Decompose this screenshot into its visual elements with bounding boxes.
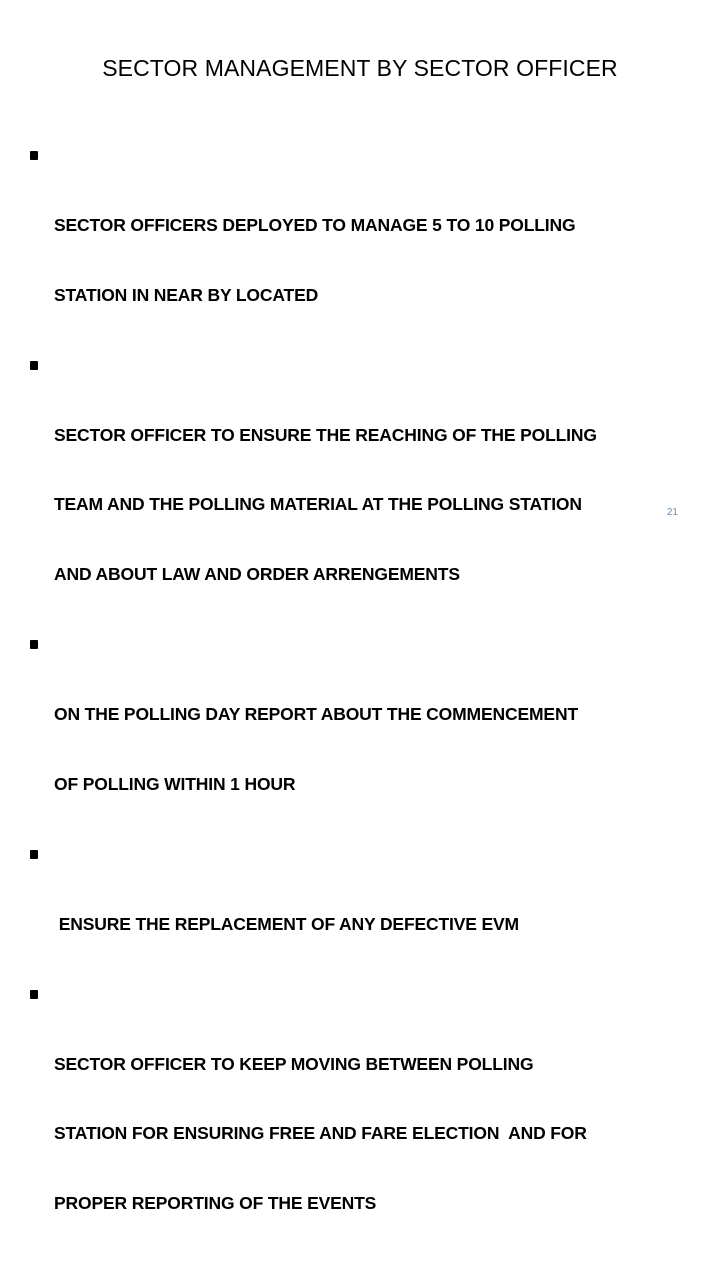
bullet-line: SECTOR OFFICER TO ENSURE THE REACHING OF THE POLLING bbox=[54, 424, 597, 445]
square-bullet-icon bbox=[30, 640, 38, 649]
list-item bbox=[30, 144, 710, 354]
list-item bbox=[30, 983, 710, 1262]
square-bullet-icon bbox=[30, 990, 38, 999]
bullet-list bbox=[30, 144, 710, 1262]
slide-title: SECTOR MANAGEMENT BY SECTOR OFFICER bbox=[102, 55, 618, 81]
page-number: 21 bbox=[666, 507, 678, 518]
bullet-line: AND ABOUT LAW AND ORDER ARRENGEMENTS bbox=[54, 564, 460, 585]
bullet-line: ENSURE THE REPLACEMENT OF ANY DEFECTIVE EVM bbox=[54, 913, 519, 934]
bullet-line: TEAM AND THE POLLING MATERIAL AT THE POLLING STATION bbox=[54, 494, 582, 515]
square-bullet-icon bbox=[30, 361, 38, 370]
bullet-line: SECTOR OFFICERS DEPLOYED TO MANAGE 5 TO 10 POLLING bbox=[54, 214, 576, 235]
list-item bbox=[30, 843, 710, 983]
bullet-line: STATION IN NEAR BY LOCATED bbox=[54, 284, 319, 305]
bullet-line: SECTOR OFFICER TO KEEP MOVING BETWEEN POLLING bbox=[54, 1053, 534, 1074]
bullet-line: OF POLLING WITHIN 1 HOUR bbox=[54, 774, 296, 795]
square-bullet-icon bbox=[30, 850, 38, 859]
list-item bbox=[30, 633, 710, 843]
square-bullet-icon bbox=[30, 151, 38, 160]
bullet-line: ON THE POLLING DAY REPORT ABOUT THE COMMENCEMENT bbox=[54, 704, 578, 725]
bullet-line: STATION FOR ENSURING FREE AND FARE ELECTION AND FOR bbox=[54, 1123, 587, 1144]
bullet-line: PROPER REPORTING OF THE EVENTS bbox=[54, 1193, 377, 1214]
list-item bbox=[30, 354, 710, 634]
